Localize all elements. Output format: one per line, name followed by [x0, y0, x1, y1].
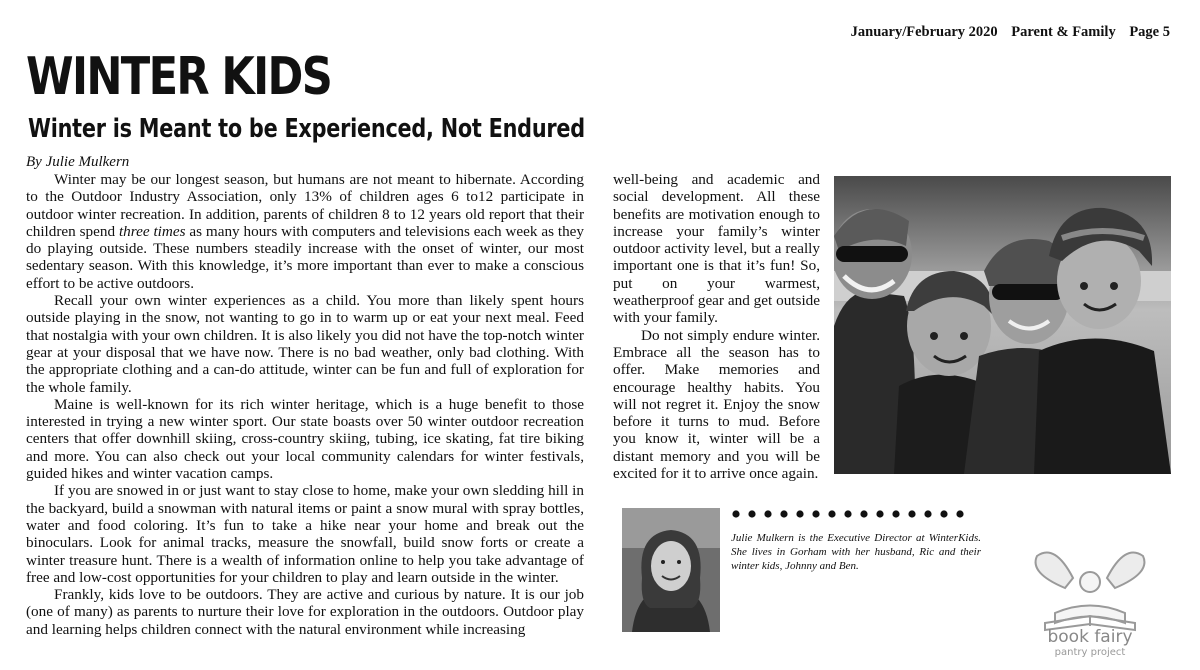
article-title: WINTER KIDS	[26, 47, 332, 107]
logo-tagline: pantry project	[1054, 647, 1126, 658]
author-bio: Julie Mulkern is the Executive Director at WinterKids. She lives in Gorham with her husband, Ric and their winter kids, Johnny and Ben.	[731, 532, 981, 572]
publication-name: Parent & Family	[1011, 24, 1116, 40]
paragraph-6: Do not simply endure winter. Embrace all the season has to offer. Make memories and encourage healthy habits. You will not regret it. Enjoy the snow before it turns to mud. Before you know it, winter will be a distant memory and you will be excited for it to arrive once again.	[613, 326, 820, 483]
issue-date: January/February 2020	[850, 24, 998, 40]
paragraph-5-continued: well-being and academic and social development. All these benefits are motivation enough to increase your family’s winter outdoor activity level, but a really important one is that it’s fun! So, put on your warmest, weatherproof gear and get outside with your family.	[613, 171, 820, 327]
paragraph-2: Recall your own winter experiences as a child. You more than likely spent hours outside playing in the snow, not wanting to go in to warm up or eat your next meal. Feed that nostalgia with your own children. It is also likely you did not have the top-notch winter gear at your disposal that we have now. There is no bad weather, only bad clothing. With the appropriate clothing and a can-do attitude, winter can be fun and full of exploration for the whole family.	[26, 292, 584, 396]
family-photo	[834, 176, 1171, 474]
dotted-divider	[732, 508, 972, 520]
paragraph-1: Winter may be our longest season, but humans are not meant to hibernate. According to the Outdoor Industry Association, only 13% of children ages 6 to12 participate in outdoor winter recreation. In addition, parents of children 8 to 12 years old report that their children spend three times as many hours with computers and televisions each week as they do playing outside. These numbers steadily increase with the onset of winter, our most sedentary season. With this knowledge, it’s more important than ever to make a conscious effort to be active outdoors.	[26, 171, 584, 292]
page-number: Page 5	[1129, 24, 1170, 40]
paragraph-5: Frankly, kids love to be outdoors. They are active and curious by nature. It is our job (one of many) as parents to nurture their love for exploration in the outdoors. Outdoor play and learning helps children connect with the natural environment while increasing	[26, 586, 584, 638]
page-header	[841, 24, 1170, 41]
paragraph-3: Maine is well-known for its rich winter heritage, which is a huge benefit to those interested in trying a new winter sport. Our state boasts over 50 winter outdoor recreation centers that offer downhill skiing, cross-country skiing, tubing, ice skating, fat tire biking and more. You can also check out your local community calendars for winter festivals, guided hikes and winter vacation camps.	[26, 395, 584, 483]
emphasis: three times	[118, 222, 186, 240]
logo-name: book fairy	[1047, 627, 1133, 647]
article-subtitle: Winter is Meant to be Experienced, Not Endured	[28, 114, 585, 144]
article-column-1	[26, 171, 584, 638]
article-column-2	[613, 171, 820, 482]
paragraph-4: If you are snowed in or just want to stay close to home, make your own sledding hill in the backyard, build a snowman with natural items or paint a snow mural with spray bottles, water and food coloring. It’s fun to take a hike near your home and break out the binoculars. Look for animal tracks, measure the snowfall, build snow forts or create a winter treasure hunt. There is a wealth of information online to help you take advantage of free and low-cost opportunities for your children to play and learn outside in the winter.	[26, 482, 584, 586]
book-fairy-logo	[1025, 538, 1155, 658]
byline: By Julie Mulkern	[26, 154, 130, 170]
author-photo	[622, 508, 720, 632]
